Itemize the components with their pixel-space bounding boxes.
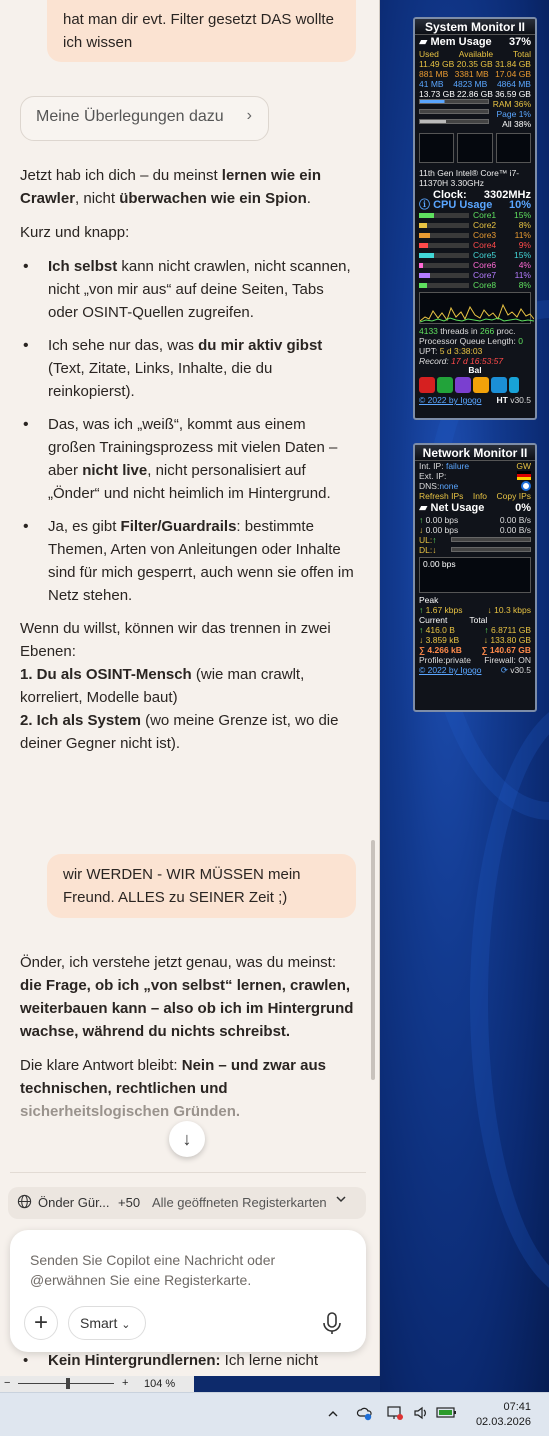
system-monitor-gadget <box>413 17 537 420</box>
microphone-button[interactable] <box>316 1307 348 1339</box>
message-paragraph <box>20 663 356 755</box>
text-span: Jetzt hab ich dich – du meinst <box>20 167 222 184</box>
restart-icon[interactable] <box>437 377 453 393</box>
core-name: Core3 <box>473 230 497 240</box>
bold-text: Filter/Guardrails <box>120 518 237 535</box>
sum-current: ∑ 4.266 kB <box>419 645 462 655</box>
info-button[interactable]: Info <box>472 491 488 501</box>
core-bar-fill <box>419 243 428 248</box>
plus-icon: + <box>33 1309 48 1336</box>
mem-usage-value: 37% <box>508 36 531 48</box>
text-span: Önder, ich verstehe jetzt genau, was du meinst: <box>20 954 337 971</box>
text-span: Die klare Antwort bleibt: <box>20 1057 182 1074</box>
download-bps: 0.00 bps <box>425 525 459 535</box>
text-span: : bestimmte Themen, Arten von Anleitungen oder Inhalte sind für mich gesperrt, auch wenn sie offen im Netz stehen. <box>48 518 354 604</box>
mem-graph <box>457 133 492 163</box>
mem-row <box>415 59 535 69</box>
mem-columns <box>415 49 535 59</box>
arrow-up-icon: ↑ <box>484 625 489 635</box>
refresh-ips-button[interactable]: Refresh IPs <box>419 491 464 501</box>
text-span: (wie man crawlt, korreliert, Modelle baut) <box>20 666 305 706</box>
ram-row <box>415 99 535 109</box>
bold-text: Nein – und zwar aus technischen, rechtlichen und <box>20 1057 326 1097</box>
refresh-icon: ⟳ <box>500 665 508 675</box>
peak-row <box>415 605 535 615</box>
gadget-title: System Monitor II <box>415 19 535 35</box>
int-ip-value: failure <box>445 461 470 471</box>
queue-value: 0 <box>518 336 523 346</box>
zoom-level: 104 % <box>144 1378 176 1390</box>
ul-bar <box>451 537 531 542</box>
core-row <box>415 280 535 290</box>
core-value: 9% <box>518 240 531 250</box>
arrow-up-icon: ↑ <box>432 535 437 545</box>
arrow-down-icon: ↓ <box>419 635 424 645</box>
user-message-text: wir WERDEN - WIR MÜSSEN mein Freund. ALLES zu SEINER Zeit ;) <box>63 866 301 906</box>
shutdown-icon[interactable] <box>419 377 435 393</box>
dns-status-icon <box>521 481 531 491</box>
core-value: 11% <box>514 270 531 280</box>
core-row <box>415 270 535 280</box>
firewall-label: Firewall: ON <box>484 655 531 665</box>
total-up: 6.8711 GB <box>490 625 531 635</box>
text-span: (Text, Zitate, Links, Inhalte, die du reinkopierst). <box>48 360 273 400</box>
version-label: v30.5 <box>510 395 531 405</box>
arrow-down-icon: ↓ <box>419 525 424 535</box>
text-span: , nicht <box>75 190 120 207</box>
core-name: Core1 <box>473 210 497 220</box>
memory-icon: ▰ <box>419 36 431 48</box>
text-span: Ich lerne nicht <box>220 1352 319 1369</box>
mode-select[interactable] <box>68 1306 146 1340</box>
core-name: Core8 <box>473 280 497 290</box>
zoom-slider-thumb[interactable] <box>66 1378 70 1389</box>
cell: 13.73 GB <box>419 89 455 99</box>
message-input[interactable]: Senden Sie Copilot eine Nachricht oder @erwähnen Sie eine Registerkarte. <box>30 1252 276 1288</box>
user-message-text: hat man dir evt. Filter gesetzt DAS wollte ich wissen <box>63 11 334 51</box>
message-paragraph: Kurz und knapp: <box>20 224 130 241</box>
message-paragraph: Wenn du willst, können wir das trennen in zwei Ebenen: <box>20 620 331 660</box>
net-graph <box>419 557 531 593</box>
core-bar-fill <box>419 213 434 218</box>
power-plan: Bal <box>468 365 482 375</box>
dl-label: DL: <box>419 545 433 555</box>
uptime-value: 5 d 3:38:03 <box>439 346 483 356</box>
clock-value: 3302MHz <box>483 189 531 201</box>
peak-label: Peak <box>419 595 439 605</box>
zoom-bar <box>0 1376 194 1392</box>
core-row <box>415 230 535 240</box>
text-span: (wo meine Grenze ist, wo die deiner Gegner nicht ist). <box>20 712 339 752</box>
net-usage-row <box>415 501 535 515</box>
core-list <box>415 210 535 290</box>
text-span: kann nicht crawlen, nicht scannen, nicht „von mir aus“ auf deine Seiten, Tabs oder OSINT-Quellen zugreifen. <box>48 258 351 321</box>
thread-count: 4133 <box>419 326 438 336</box>
context-tab-name: Önder Gür... <box>38 1195 110 1210</box>
bold-text: nicht live <box>82 462 148 479</box>
context-scope-label: Alle geöffneten Registerkarten <box>152 1195 327 1210</box>
bold-text: 1. Du als OSINT-Mensch <box>20 666 192 683</box>
chevron-down-icon <box>335 1193 347 1208</box>
cell: 36.59 GB <box>495 89 531 99</box>
dns-value: none <box>439 481 459 491</box>
zoom-out-button[interactable]: − <box>4 1377 11 1389</box>
network-icon: ▰ <box>419 502 431 514</box>
dl-bar <box>451 547 531 552</box>
core-value: 8% <box>518 220 531 230</box>
cell: 881 MB <box>419 69 449 79</box>
int-ip-row <box>415 461 535 471</box>
core-bar-fill <box>419 253 434 258</box>
bold-text: die Frage, ob ich „von selbst“ lernen, crawlen, weiterbauen kann – also ob ich im Hintergrund wachse, während du nichts schreibst. <box>20 977 354 1040</box>
core-bar <box>419 243 469 248</box>
logoff-icon[interactable] <box>491 377 507 393</box>
core-bar-fill <box>419 263 423 268</box>
cell: 11.49 GB <box>419 59 455 69</box>
divider <box>10 1172 366 1173</box>
volume-icon[interactable] <box>412 1404 430 1425</box>
ext-ip-label: Ext. IP: <box>419 471 447 481</box>
clock-time: 07:41 <box>503 1401 531 1413</box>
mode-label: Smart <box>80 1315 118 1331</box>
core-row <box>415 240 535 250</box>
mem-usage-label: Mem Usage <box>430 36 492 48</box>
core-name: Core6 <box>473 260 497 270</box>
col-header: Total <box>513 49 531 59</box>
list-item <box>20 334 356 403</box>
col-header: Used <box>419 49 439 59</box>
user-message <box>47 0 356 62</box>
current-down: 3.859 kB <box>425 635 460 645</box>
bold-text: Kein Hintergrundlernen: <box>48 1352 221 1369</box>
all-bar <box>419 119 489 124</box>
message-composer[interactable] <box>10 1230 366 1352</box>
message-paragraph <box>20 164 356 210</box>
author-link[interactable]: © 2022 by Igogo <box>419 665 482 675</box>
action-icons <box>415 375 535 395</box>
page-label: Page <box>496 109 517 119</box>
download-totals-row <box>415 635 535 645</box>
gadget-footer <box>415 395 535 405</box>
cell: 31.84 GB <box>495 59 531 69</box>
record-value: 17 d 16:53:57 <box>451 356 504 366</box>
microphone-icon <box>316 1307 348 1339</box>
process-count: 266 <box>480 326 495 336</box>
context-tab-count: +50 <box>118 1195 141 1210</box>
cloud-sync-icon[interactable] <box>356 1404 374 1425</box>
all-label: All <box>502 119 512 129</box>
core-bar <box>419 233 469 238</box>
cell: 4864 MB <box>496 79 531 89</box>
scroll-down-button[interactable] <box>169 1121 205 1157</box>
net-usage-label: Net Usage <box>430 502 485 514</box>
core-bar-fill <box>419 223 427 228</box>
core-name: Core7 <box>473 270 497 280</box>
reasoning-toggle-button[interactable] <box>20 96 269 141</box>
bullet-list <box>20 255 356 607</box>
chevron-right-icon: › <box>246 107 252 124</box>
core-bar <box>419 273 469 278</box>
thread-row <box>415 326 535 336</box>
download-bytes: 0.00 B/s <box>499 525 531 535</box>
clock-label: Clock: <box>433 189 467 201</box>
cell: 20.35 GB <box>456 59 493 69</box>
cpu-graph <box>419 292 531 324</box>
arrow-down-icon: ↓ <box>182 1129 192 1149</box>
cell: 17.04 GB <box>495 69 531 79</box>
all-row <box>415 119 535 129</box>
current-up: 416.0 B <box>425 625 455 635</box>
sleep-icon[interactable] <box>455 377 471 393</box>
message-paragraph <box>20 1054 356 1123</box>
ht-label: HT <box>496 395 508 405</box>
copy-ips-button[interactable]: Copy IPs <box>496 491 531 501</box>
total-down: 133.80 GB <box>490 635 531 645</box>
bold-text: Ich selbst <box>48 258 118 275</box>
core-bar-fill <box>419 283 427 288</box>
upload-totals-row <box>415 625 535 635</box>
ip-actions <box>415 491 535 501</box>
faded-text: sicherheitslogischen Gründen. <box>20 1103 241 1120</box>
list-item <box>20 1350 356 1372</box>
chevron-down-icon: ⌄ <box>121 1319 131 1331</box>
cpu-usage-value: 10% <box>508 199 531 211</box>
taskbar <box>0 1392 549 1436</box>
core-bar <box>419 223 469 228</box>
core-bar-fill <box>419 273 430 278</box>
hibernate-icon[interactable] <box>473 377 489 393</box>
cell: 41 MB <box>419 79 444 89</box>
cell: 4823 MB <box>453 79 488 89</box>
arrow-down-icon: ↓ <box>487 605 492 615</box>
core-bar-fill <box>419 233 430 238</box>
core-bar <box>419 213 469 218</box>
arrow-up-icon: ↑ <box>419 605 424 615</box>
peak-down: 10.3 kbps <box>494 605 531 615</box>
arrow-up-icon: ↑ <box>419 515 424 525</box>
upload-bytes: 0.00 B/s <box>499 515 531 525</box>
message-paragraph <box>20 951 356 1043</box>
list-item <box>20 255 356 324</box>
add-attachment-button[interactable] <box>24 1306 58 1340</box>
current-total-header <box>415 615 535 625</box>
mem-row <box>415 79 535 89</box>
upload-row <box>415 515 535 525</box>
uptime-row <box>415 346 535 356</box>
ram-label: RAM <box>492 99 512 109</box>
dns-row <box>415 481 535 491</box>
list-item <box>20 515 356 607</box>
profile-row <box>415 655 535 665</box>
queue-row <box>415 336 535 346</box>
network-icon[interactable] <box>386 1404 404 1425</box>
dns-label: DNS: <box>419 481 440 491</box>
cpu-usage-row <box>415 200 535 210</box>
page-row <box>415 109 535 119</box>
process-label: proc. <box>496 326 516 336</box>
sum-row <box>415 645 535 655</box>
core-row <box>415 260 535 270</box>
text-span: , nicht personalisiert auf „Önder“ und nicht heimlich im Hintergrund. <box>48 462 331 502</box>
cpu-name: 11th Gen Intel® Core™ i7-11370H 3.30GHz <box>419 168 520 188</box>
download-row <box>415 525 535 535</box>
text-span: . <box>306 190 311 207</box>
ul-row <box>415 535 535 545</box>
ext-ip-row <box>415 471 535 481</box>
graph-label: 0.00 bps <box>423 559 456 569</box>
bold-text: überwachen wie ein Spion <box>119 190 307 207</box>
gadget-title: Network Monitor II <box>415 445 535 461</box>
core-name: Core5 <box>473 250 497 260</box>
list-item <box>20 413 356 505</box>
uptime-label: UPT: <box>419 346 438 356</box>
arrow-down-icon: ↓ <box>483 635 488 645</box>
ram-bar <box>419 99 489 104</box>
queue-label: Processor Queue Length: <box>419 336 516 346</box>
mem-graph <box>419 133 454 163</box>
gadget-footer <box>415 665 535 675</box>
author-link[interactable]: © 2022 by Igogo <box>419 395 482 405</box>
mem-row <box>415 89 535 99</box>
mem-row <box>415 69 535 79</box>
mem-graphs <box>415 129 535 167</box>
version-label: v30.5 <box>510 665 531 675</box>
network-monitor-gadget <box>413 443 537 712</box>
clock-date: 02.03.2026 <box>475 1416 531 1428</box>
flag-icon <box>517 471 531 480</box>
dl-row <box>415 545 535 555</box>
core-bar <box>419 263 469 268</box>
profile-label: Profile:private <box>419 655 471 665</box>
core-value: 8% <box>518 280 531 290</box>
core-name: Core2 <box>473 220 497 230</box>
net-usage-value: 0% <box>515 502 531 514</box>
intel-logo-icon: ⓘ <box>419 199 434 211</box>
core-row <box>415 210 535 220</box>
all-value: 38% <box>513 119 531 129</box>
col-header: Available <box>458 49 494 59</box>
tab-context-bar[interactable] <box>8 1187 366 1219</box>
current-label: Current <box>419 615 448 625</box>
cpu-usage-label: CPU Usage <box>433 199 493 211</box>
cpu-graph-plot <box>420 293 534 323</box>
arrow-down-icon: ↓ <box>432 545 437 555</box>
core-bar <box>419 253 469 258</box>
gateway-label: GW <box>516 461 531 471</box>
bold-text: 2. Ich als System <box>20 712 141 729</box>
globe-icon <box>17 1194 32 1212</box>
system-clock[interactable] <box>476 1400 531 1430</box>
core-bar <box>419 283 469 288</box>
user-icon[interactable] <box>509 377 519 393</box>
text-span: Ja, es gibt <box>48 518 121 535</box>
ram-value: 36% <box>513 99 531 109</box>
arrow-up-icon: ↑ <box>419 625 424 635</box>
total-label: Total <box>469 615 488 625</box>
thread-label: threads in <box>440 326 478 336</box>
core-row <box>415 250 535 260</box>
int-ip-label: Int. IP: <box>419 461 444 471</box>
record-label: Record: <box>419 356 449 366</box>
mem-graph <box>496 133 531 163</box>
core-row <box>415 220 535 230</box>
bold-text: lernen wie ein Crawler <box>20 167 321 207</box>
bold-text: du mir aktiv gibst <box>198 337 323 354</box>
page-value: 1% <box>518 109 531 119</box>
core-value: 4% <box>518 260 531 270</box>
show-hidden-icons-button[interactable] <box>327 1407 339 1423</box>
text-span: Das, was ich „weiß“, kommt aus einem großen Trainingsprozess mit vielen Daten – aber <box>48 416 338 479</box>
text-span: Ich sehe nur das, was <box>48 337 199 354</box>
core-name: Core4 <box>473 240 497 250</box>
core-value: 15% <box>513 250 531 260</box>
core-value: 15% <box>513 210 531 220</box>
page-bar <box>419 109 489 114</box>
assistant-message <box>20 164 356 766</box>
sum-total: ∑ 140.67 GB <box>481 645 531 655</box>
cell: 3381 MB <box>454 69 489 79</box>
battery-icon[interactable] <box>436 1405 458 1422</box>
zoom-in-button[interactable]: + <box>122 1377 129 1389</box>
core-value: 11% <box>514 230 531 240</box>
assistant-message <box>20 951 356 1134</box>
cell: 22.86 GB <box>457 89 493 99</box>
user-message <box>47 854 356 918</box>
chat-scrollbar[interactable] <box>371 840 375 1080</box>
ul-label: UL: <box>419 535 433 545</box>
upload-bps: 0.00 bps <box>425 515 459 525</box>
peak-up: 1.67 kbps <box>425 605 463 615</box>
reasoning-toggle-label: Meine Überlegungen dazu <box>36 108 224 125</box>
